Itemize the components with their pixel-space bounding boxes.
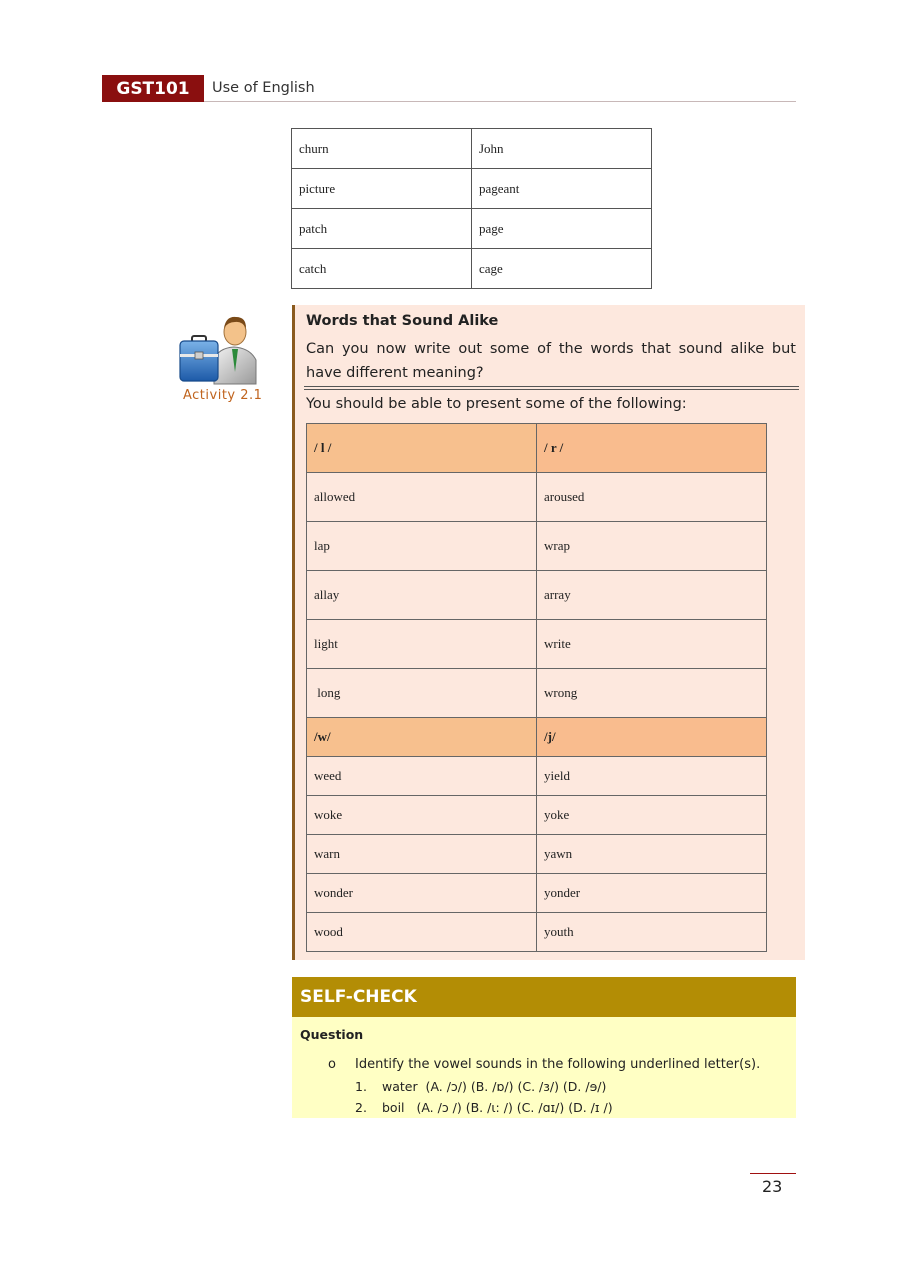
table-row (307, 796, 767, 835)
table-header-cell: /w/ (307, 718, 537, 757)
activity-heading: Words that Sound Alike (306, 313, 499, 329)
table-cell: page (472, 209, 652, 249)
table-header-row (307, 424, 767, 473)
sounds-table-top (291, 128, 652, 289)
table-row (307, 473, 767, 522)
self-check-title: SELF-CHECK (292, 977, 796, 1017)
item-number: 1. (355, 1079, 367, 1094)
activity-question: Can you now write out some of the words that sound alike but have different meaning? (306, 341, 796, 381)
course-code-badge: GST101 (102, 75, 204, 102)
table-cell: churn (292, 129, 472, 169)
activity-box (292, 305, 805, 960)
divider (304, 389, 799, 390)
table-header-cell: / r / (537, 424, 767, 473)
table-header-row (307, 718, 767, 757)
activity-intro: You should be able to present some of the following: (306, 396, 687, 412)
table-row (292, 249, 652, 289)
table-cell: weed (307, 757, 537, 796)
teacher-with-briefcase-icon (178, 312, 260, 386)
table-cell: youth (537, 913, 767, 952)
question-item: boil (A. /ɔ /) (B. /ɩ: /) (C. /ɑɪ/) (D. /ɪ /) (382, 1100, 613, 1115)
table-row (292, 169, 652, 209)
table-cell: yawn (537, 835, 767, 874)
table-row (307, 669, 767, 718)
table-cell: catch (292, 249, 472, 289)
header-divider (204, 101, 796, 102)
table-cell: woke (307, 796, 537, 835)
table-header-cell: /j/ (537, 718, 767, 757)
table-cell: yoke (537, 796, 767, 835)
table-cell: light (307, 620, 537, 669)
table-cell: pageant (472, 169, 652, 209)
bullet-icon: o (328, 1057, 336, 1072)
table-cell: yield (537, 757, 767, 796)
table-cell: array (537, 571, 767, 620)
divider (304, 386, 799, 387)
table-cell: allay (307, 571, 537, 620)
question-label: Question (300, 1027, 364, 1042)
table-cell: long (307, 669, 537, 718)
table-row (307, 620, 767, 669)
table-header-cell: / l / (307, 424, 537, 473)
table-cell: picture (292, 169, 472, 209)
table-row (307, 571, 767, 620)
table-row (292, 129, 652, 169)
table-cell: wrap (537, 522, 767, 571)
table-cell: allowed (307, 473, 537, 522)
page-number-rule (750, 1173, 796, 1174)
sound-alike-table (306, 423, 767, 952)
table-row (307, 522, 767, 571)
table-cell: John (472, 129, 652, 169)
table-row (307, 913, 767, 952)
table-cell: cage (472, 249, 652, 289)
table-row (307, 874, 767, 913)
question-instruction: Identify the vowel sounds in the following underlined letter(s). (355, 1057, 761, 1072)
course-title: Use of English (212, 80, 315, 96)
table-cell: lap (307, 522, 537, 571)
item-number: 2. (355, 1100, 367, 1115)
table-row (292, 209, 652, 249)
table-cell: wrong (537, 669, 767, 718)
question-item: water (A. /ɔ/) (B. /ɒ/) (C. /ɜ/) (D. /ɘ/) (382, 1079, 607, 1094)
self-check-body (292, 1017, 796, 1118)
table-cell: wonder (307, 874, 537, 913)
table-cell: yonder (537, 874, 767, 913)
page-number: 23 (762, 1177, 783, 1196)
table-row (307, 757, 767, 796)
table-cell: write (537, 620, 767, 669)
activity-label: Activity 2.1 (183, 388, 263, 403)
table-cell: wood (307, 913, 537, 952)
table-row (307, 835, 767, 874)
table-cell: warn (307, 835, 537, 874)
table-cell: aroused (537, 473, 767, 522)
table-cell: patch (292, 209, 472, 249)
